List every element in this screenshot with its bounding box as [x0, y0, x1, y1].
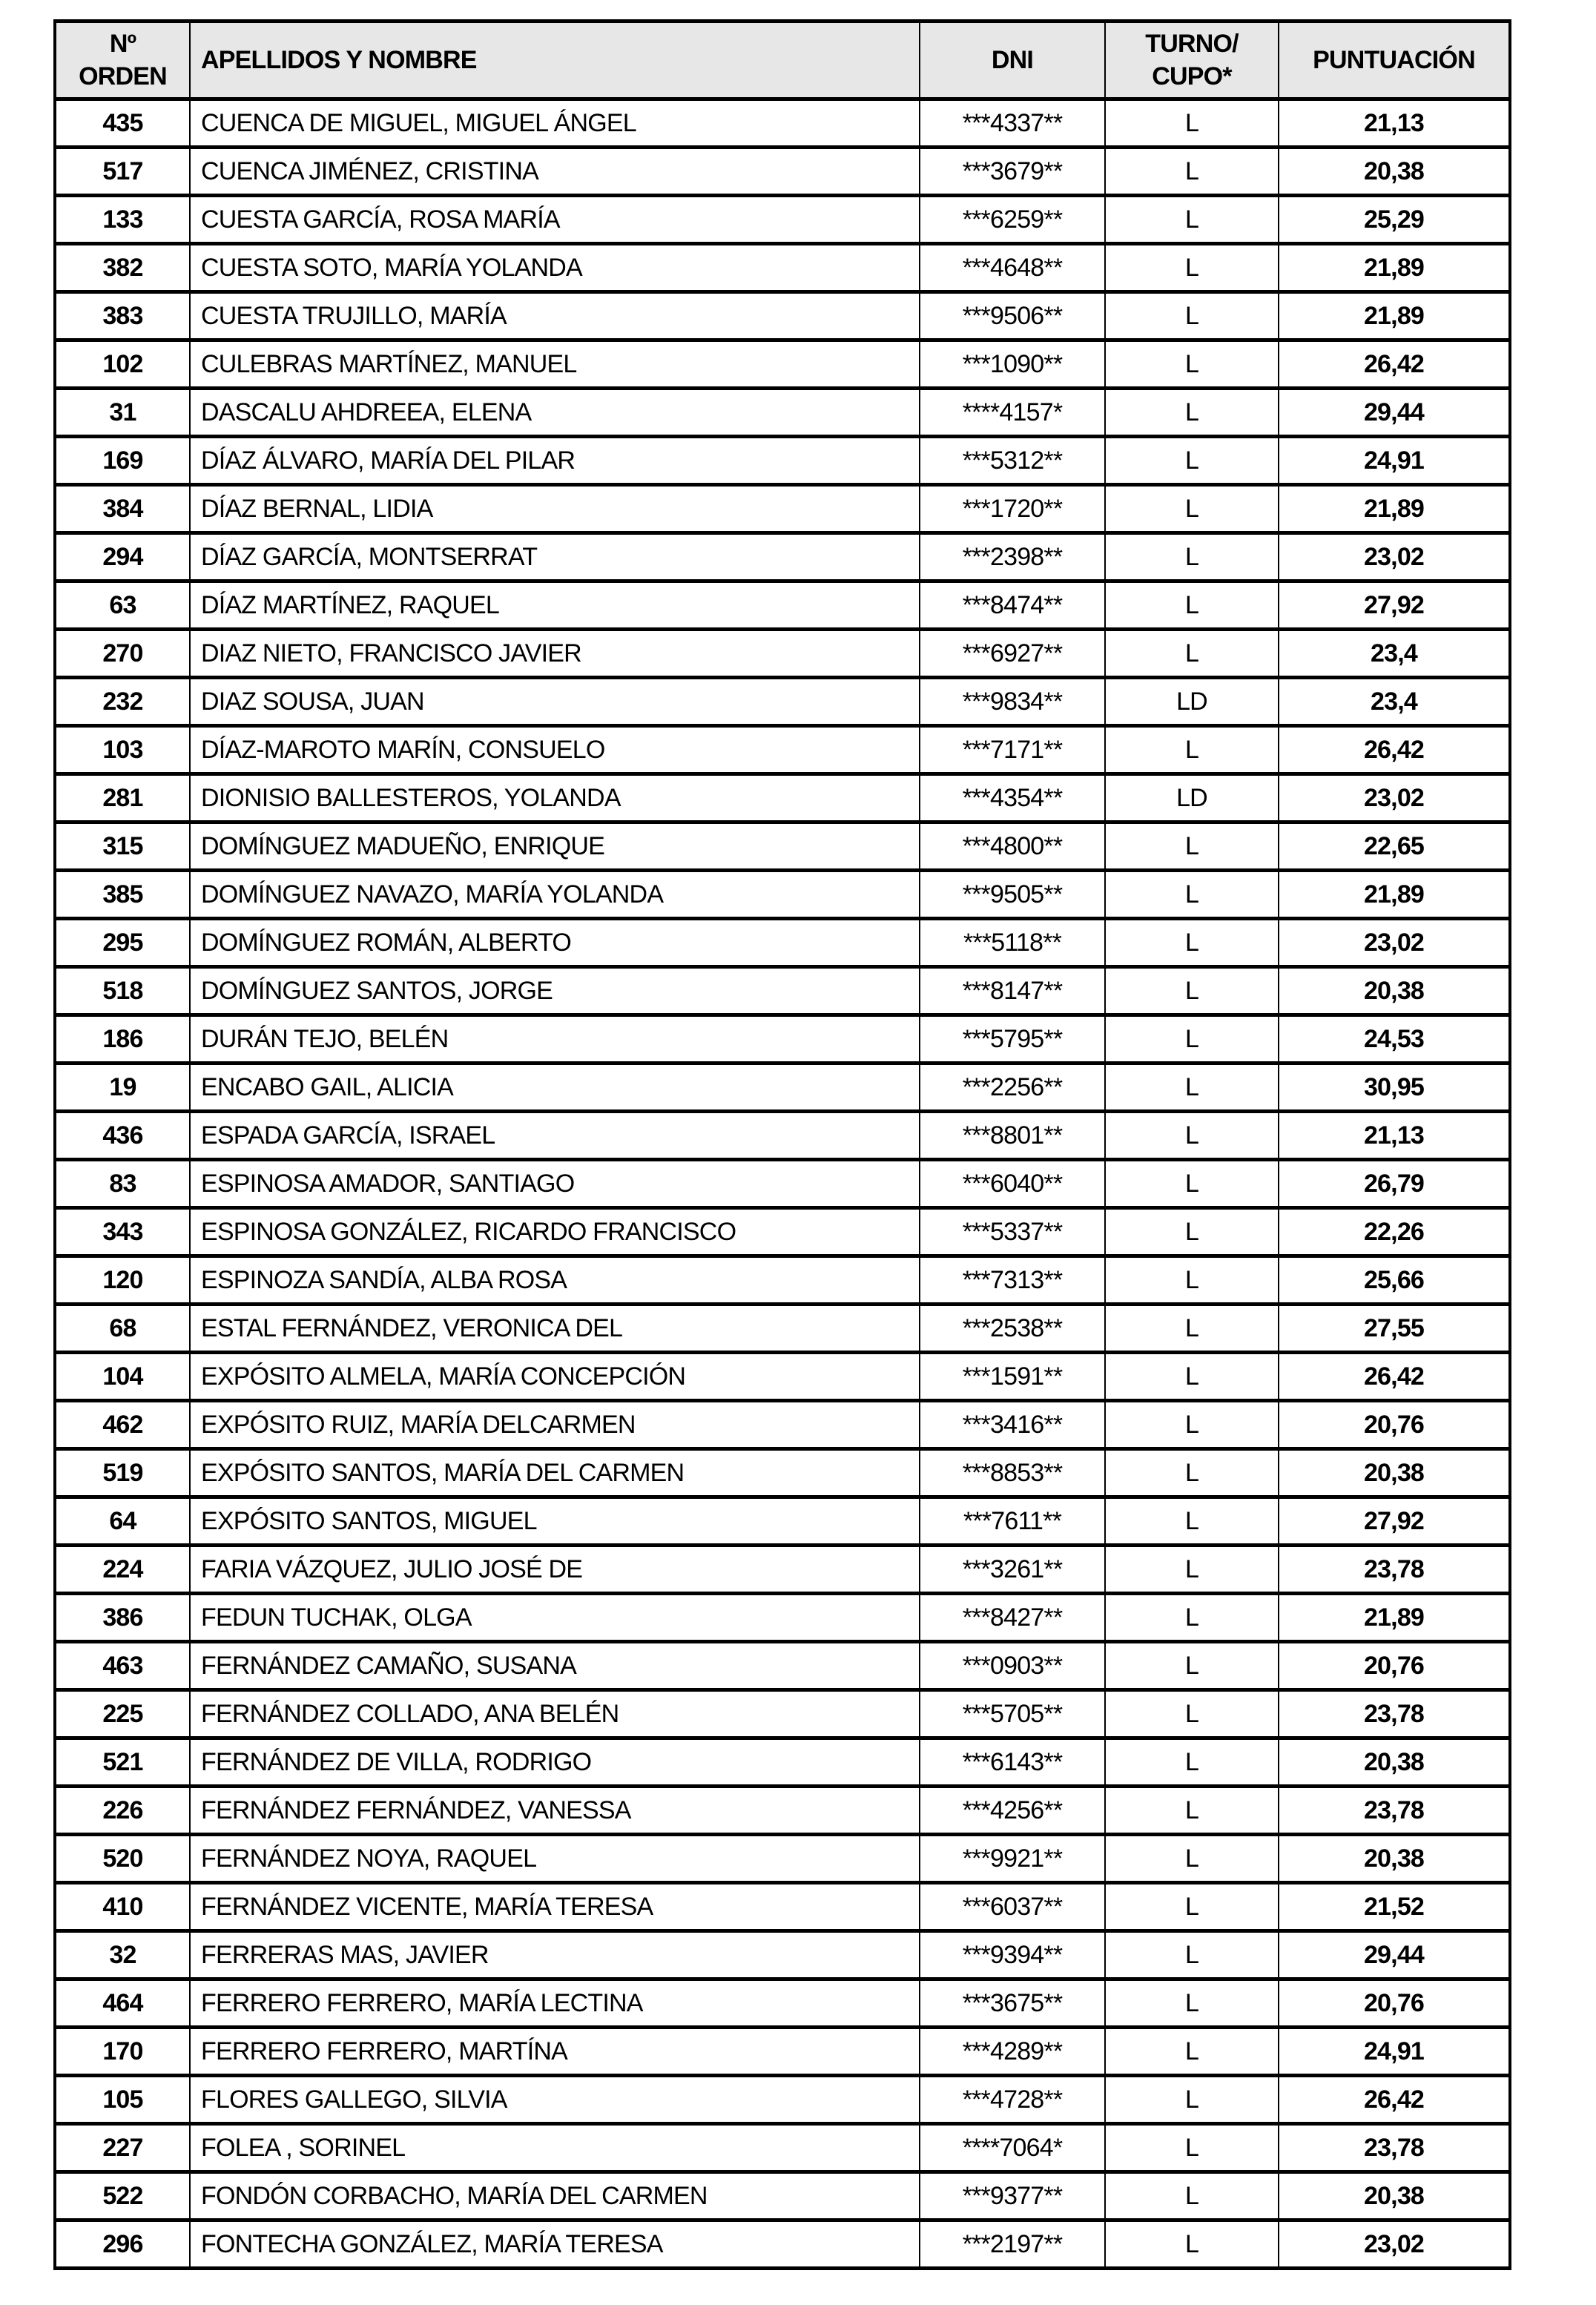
header-dni: DNI [920, 22, 1105, 99]
table-row [55, 1064, 1510, 1112]
table-row [55, 244, 1510, 292]
cell-turno: L [1105, 1594, 1279, 1642]
cell-dni: ***6927** [920, 630, 1105, 678]
header-name: APELLIDOS Y NOMBRE [190, 22, 920, 99]
cell-name: CUESTA GARCÍA, ROSA MARÍA [190, 196, 920, 244]
cell-turno: L [1105, 148, 1279, 196]
cell-punt: 23,78 [1279, 1690, 1510, 1738]
cell-name: CUESTA SOTO, MARÍA YOLANDA [190, 244, 920, 292]
cell-turno: L [1105, 1208, 1279, 1256]
cell-orden: 32 [55, 1931, 190, 1979]
cell-orden: 270 [55, 630, 190, 678]
cell-orden: 463 [55, 1642, 190, 1690]
cell-orden: 232 [55, 678, 190, 726]
cell-punt: 25,66 [1279, 1256, 1510, 1305]
cell-punt: 21,52 [1279, 1883, 1510, 1931]
cell-dni: ***8147** [920, 967, 1105, 1015]
cell-name: FONDÓN CORBACHO, MARÍA DEL CARMEN [190, 2172, 920, 2220]
table-row [55, 1979, 1510, 2028]
table-row [55, 1256, 1510, 1305]
cell-orden: 19 [55, 1064, 190, 1112]
cell-turno: L [1105, 1497, 1279, 1546]
cell-name: DURÁN TEJO, BELÉN [190, 1015, 920, 1064]
cell-dni: ***2398** [920, 533, 1105, 581]
table-row [55, 1835, 1510, 1883]
table-row [55, 1015, 1510, 1064]
cell-punt: 23,78 [1279, 1787, 1510, 1835]
cell-dni: ***6040** [920, 1160, 1105, 1208]
cell-punt: 20,38 [1279, 1835, 1510, 1883]
cell-punt: 21,89 [1279, 1594, 1510, 1642]
cell-orden: 68 [55, 1305, 190, 1353]
table-row [55, 1787, 1510, 1835]
cell-punt: 25,29 [1279, 196, 1510, 244]
cell-punt: 20,76 [1279, 1642, 1510, 1690]
table-row [55, 678, 1510, 726]
table-row [55, 389, 1510, 437]
cell-turno: L [1105, 2124, 1279, 2172]
cell-punt: 20,76 [1279, 1401, 1510, 1449]
cell-punt: 22,26 [1279, 1208, 1510, 1256]
table-row [55, 292, 1510, 340]
cell-orden: 383 [55, 292, 190, 340]
cell-orden: 518 [55, 967, 190, 1015]
cell-turno: L [1105, 1642, 1279, 1690]
table-row [55, 485, 1510, 533]
cell-dni: ***0903** [920, 1642, 1105, 1690]
cell-dni: ***5118** [920, 919, 1105, 967]
cell-orden: 294 [55, 533, 190, 581]
cell-name: DOMÍNGUEZ SANTOS, JORGE [190, 967, 920, 1015]
cell-dni: ***1591** [920, 1353, 1105, 1401]
table-row [55, 1401, 1510, 1449]
cell-turno: L [1105, 485, 1279, 533]
cell-name: FARIA VÁZQUEZ, JULIO JOSÉ DE [190, 1546, 920, 1594]
cell-turno: L [1105, 1883, 1279, 1931]
cell-turno: L [1105, 1015, 1279, 1064]
cell-turno: L [1105, 1449, 1279, 1497]
cell-turno: L [1105, 1979, 1279, 2028]
cell-punt: 27,92 [1279, 1497, 1510, 1546]
cell-name: DÍAZ-MAROTO MARÍN, CONSUELO [190, 726, 920, 774]
cell-dni: ***4256** [920, 1787, 1105, 1835]
cell-name: CULEBRAS MARTÍNEZ, MANUEL [190, 340, 920, 389]
cell-punt: 26,42 [1279, 726, 1510, 774]
cell-punt: 26,42 [1279, 1353, 1510, 1401]
cell-punt: 27,92 [1279, 581, 1510, 630]
results-table [53, 19, 1511, 2270]
cell-punt: 26,42 [1279, 340, 1510, 389]
table-row [55, 1497, 1510, 1546]
cell-punt: 21,13 [1279, 1112, 1510, 1160]
cell-orden: 384 [55, 485, 190, 533]
cell-dni: ****4157* [920, 389, 1105, 437]
cell-name: FERNÁNDEZ COLLADO, ANA BELÉN [190, 1690, 920, 1738]
cell-name: DÍAZ GARCÍA, MONTSERRAT [190, 533, 920, 581]
cell-name: EXPÓSITO SANTOS, MARÍA DEL CARMEN [190, 1449, 920, 1497]
cell-punt: 23,02 [1279, 919, 1510, 967]
cell-dni: ***9377** [920, 2172, 1105, 2220]
cell-turno: L [1105, 1305, 1279, 1353]
cell-punt: 30,95 [1279, 1064, 1510, 1112]
cell-dni: ***5795** [920, 1015, 1105, 1064]
cell-turno: L [1105, 1401, 1279, 1449]
cell-turno: L [1105, 340, 1279, 389]
cell-punt: 23,4 [1279, 678, 1510, 726]
cell-orden: 225 [55, 1690, 190, 1738]
cell-punt: 23,02 [1279, 2220, 1510, 2269]
cell-dni: ***1720** [920, 485, 1105, 533]
cell-turno: L [1105, 581, 1279, 630]
cell-orden: 436 [55, 1112, 190, 1160]
cell-turno: L [1105, 871, 1279, 919]
table-row [55, 919, 1510, 967]
cell-turno: L [1105, 1690, 1279, 1738]
cell-punt: 20,38 [1279, 967, 1510, 1015]
table-row [55, 340, 1510, 389]
cell-punt: 21,89 [1279, 485, 1510, 533]
table-row [55, 2076, 1510, 2124]
cell-turno: L [1105, 99, 1279, 148]
cell-turno: L [1105, 1835, 1279, 1883]
cell-name: CUENCA DE MIGUEL, MIGUEL ÁNGEL [190, 99, 920, 148]
cell-turno: L [1105, 1064, 1279, 1112]
cell-turno: L [1105, 1931, 1279, 1979]
table-row [55, 437, 1510, 485]
cell-name: FERRERAS MAS, JAVIER [190, 1931, 920, 1979]
cell-orden: 522 [55, 2172, 190, 2220]
cell-orden: 519 [55, 1449, 190, 1497]
table-body [55, 99, 1510, 2269]
cell-name: DÍAZ MARTÍNEZ, RAQUEL [190, 581, 920, 630]
table-row [55, 1112, 1510, 1160]
cell-dni: ***6143** [920, 1738, 1105, 1787]
cell-punt: 23,02 [1279, 533, 1510, 581]
cell-name: EXPÓSITO ALMELA, MARÍA CONCEPCIÓN [190, 1353, 920, 1401]
cell-orden: 385 [55, 871, 190, 919]
table-row [55, 774, 1510, 822]
cell-dni: ***6259** [920, 196, 1105, 244]
cell-name: FERNÁNDEZ FERNÁNDEZ, VANESSA [190, 1787, 920, 1835]
table-row [55, 1690, 1510, 1738]
header-turno: TURNO/ CUPO* [1105, 22, 1279, 99]
cell-dni: ***4289** [920, 2028, 1105, 2076]
cell-turno: L [1105, 630, 1279, 678]
cell-name: DÍAZ ÁLVARO, MARÍA DEL PILAR [190, 437, 920, 485]
cell-turno: L [1105, 1353, 1279, 1401]
cell-orden: 296 [55, 2220, 190, 2269]
cell-orden: 386 [55, 1594, 190, 1642]
cell-dni: ***8427** [920, 1594, 1105, 1642]
cell-punt: 20,76 [1279, 1979, 1510, 2028]
cell-name: EXPÓSITO SANTOS, MIGUEL [190, 1497, 920, 1546]
cell-name: ENCABO GAIL, ALICIA [190, 1064, 920, 1112]
cell-name: ESPADA GARCÍA, ISRAEL [190, 1112, 920, 1160]
cell-orden: 105 [55, 2076, 190, 2124]
cell-punt: 20,38 [1279, 148, 1510, 196]
cell-orden: 103 [55, 726, 190, 774]
table-header-row [55, 22, 1510, 99]
cell-turno: L [1105, 196, 1279, 244]
cell-dni: ***9505** [920, 871, 1105, 919]
table-row [55, 533, 1510, 581]
cell-name: DÍAZ BERNAL, LIDIA [190, 485, 920, 533]
cell-orden: 295 [55, 919, 190, 967]
cell-orden: 64 [55, 1497, 190, 1546]
cell-punt: 20,38 [1279, 1449, 1510, 1497]
table-row [55, 1738, 1510, 1787]
cell-name: FERNÁNDEZ NOYA, RAQUEL [190, 1835, 920, 1883]
cell-dni: ***5312** [920, 437, 1105, 485]
cell-dni: ***6037** [920, 1883, 1105, 1931]
cell-dni: ***2538** [920, 1305, 1105, 1353]
table-row [55, 726, 1510, 774]
cell-orden: 170 [55, 2028, 190, 2076]
table-row [55, 99, 1510, 148]
cell-turno: LD [1105, 678, 1279, 726]
cell-punt: 21,89 [1279, 244, 1510, 292]
cell-punt: 21,89 [1279, 871, 1510, 919]
cell-punt: 24,53 [1279, 1015, 1510, 1064]
table-row [55, 630, 1510, 678]
cell-turno: L [1105, 389, 1279, 437]
cell-name: ESPINOZA SANDÍA, ALBA ROSA [190, 1256, 920, 1305]
cell-turno: L [1105, 2220, 1279, 2269]
table-row [55, 581, 1510, 630]
table-row [55, 1305, 1510, 1353]
cell-dni: ***8853** [920, 1449, 1105, 1497]
cell-name: FLORES GALLEGO, SILVIA [190, 2076, 920, 2124]
header-orden: Nº ORDEN [55, 22, 190, 99]
cell-name: DOMÍNGUEZ NAVAZO, MARÍA YOLANDA [190, 871, 920, 919]
cell-dni: ***9834** [920, 678, 1105, 726]
table-row [55, 871, 1510, 919]
cell-orden: 227 [55, 2124, 190, 2172]
cell-turno: L [1105, 244, 1279, 292]
cell-orden: 464 [55, 1979, 190, 2028]
table-row [55, 196, 1510, 244]
cell-punt: 26,42 [1279, 2076, 1510, 2124]
cell-dni: ***7611** [920, 1497, 1105, 1546]
cell-name: FONTECHA GONZÁLEZ, MARÍA TERESA [190, 2220, 920, 2269]
cell-turno: L [1105, 2028, 1279, 2076]
cell-dni: ***4728** [920, 2076, 1105, 2124]
cell-dni: ***3675** [920, 1979, 1105, 2028]
cell-dni: ***3416** [920, 1401, 1105, 1449]
cell-punt: 23,02 [1279, 774, 1510, 822]
cell-name: ESTAL FERNÁNDEZ, VERONICA DEL [190, 1305, 920, 1353]
cell-dni: ***2256** [920, 1064, 1105, 1112]
cell-turno: L [1105, 292, 1279, 340]
cell-punt: 20,38 [1279, 2172, 1510, 2220]
cell-turno: L [1105, 726, 1279, 774]
cell-punt: 22,65 [1279, 822, 1510, 871]
cell-turno: L [1105, 437, 1279, 485]
cell-name: ESPINOSA GONZÁLEZ, RICARDO FRANCISCO [190, 1208, 920, 1256]
table-row [55, 1594, 1510, 1642]
cell-punt: 21,89 [1279, 292, 1510, 340]
cell-turno: L [1105, 1256, 1279, 1305]
cell-orden: 315 [55, 822, 190, 871]
cell-punt: 23,78 [1279, 2124, 1510, 2172]
cell-dni: ***4800** [920, 822, 1105, 871]
cell-orden: 224 [55, 1546, 190, 1594]
cell-name: CUENCA JIMÉNEZ, CRISTINA [190, 148, 920, 196]
cell-orden: 133 [55, 196, 190, 244]
cell-orden: 343 [55, 1208, 190, 1256]
cell-dni: ***1090** [920, 340, 1105, 389]
cell-dni: ***4648** [920, 244, 1105, 292]
cell-dni: ***3261** [920, 1546, 1105, 1594]
table-row [55, 1160, 1510, 1208]
cell-dni: ***8474** [920, 581, 1105, 630]
cell-dni: ***8801** [920, 1112, 1105, 1160]
cell-turno: L [1105, 2076, 1279, 2124]
cell-punt: 23,4 [1279, 630, 1510, 678]
table-row [55, 2028, 1510, 2076]
cell-dni: ***9394** [920, 1931, 1105, 1979]
cell-punt: 27,55 [1279, 1305, 1510, 1353]
cell-orden: 410 [55, 1883, 190, 1931]
cell-orden: 102 [55, 340, 190, 389]
cell-name: DASCALU AHDREEA, ELENA [190, 389, 920, 437]
table-row [55, 1208, 1510, 1256]
cell-orden: 521 [55, 1738, 190, 1787]
cell-punt: 24,91 [1279, 2028, 1510, 2076]
cell-name: DOMÍNGUEZ MADUEÑO, ENRIQUE [190, 822, 920, 871]
cell-turno: L [1105, 1112, 1279, 1160]
table-row [55, 822, 1510, 871]
cell-name: ESPINOSA AMADOR, SANTIAGO [190, 1160, 920, 1208]
cell-punt: 24,91 [1279, 437, 1510, 485]
cell-dni: ***5705** [920, 1690, 1105, 1738]
cell-name: FERRERO FERRERO, MARÍA LECTINA [190, 1979, 920, 2028]
cell-punt: 20,38 [1279, 1738, 1510, 1787]
cell-punt: 23,78 [1279, 1546, 1510, 1594]
cell-dni: ***4337** [920, 99, 1105, 148]
cell-turno: L [1105, 1546, 1279, 1594]
cell-orden: 520 [55, 1835, 190, 1883]
cell-orden: 63 [55, 581, 190, 630]
cell-dni: ***7313** [920, 1256, 1105, 1305]
cell-name: EXPÓSITO RUIZ, MARÍA DELCARMEN [190, 1401, 920, 1449]
cell-name: FEDUN TUCHAK, OLGA [190, 1594, 920, 1642]
table-row [55, 1449, 1510, 1497]
cell-orden: 462 [55, 1401, 190, 1449]
table-row [55, 2172, 1510, 2220]
cell-name: FERRERO FERRERO, MARTÍNA [190, 2028, 920, 2076]
table-row [55, 2220, 1510, 2269]
cell-dni: ***9506** [920, 292, 1105, 340]
cell-dni: ***3679** [920, 148, 1105, 196]
cell-dni: ***5337** [920, 1208, 1105, 1256]
cell-orden: 435 [55, 99, 190, 148]
cell-punt: 29,44 [1279, 1931, 1510, 1979]
cell-name: FERNÁNDEZ CAMAÑO, SUSANA [190, 1642, 920, 1690]
cell-name: DIONISIO BALLESTEROS, YOLANDA [190, 774, 920, 822]
table-row [55, 148, 1510, 196]
cell-name: FERNÁNDEZ VICENTE, MARÍA TERESA [190, 1883, 920, 1931]
header-puntuacion: PUNTUACIÓN [1279, 22, 1510, 99]
cell-dni: ***4354** [920, 774, 1105, 822]
cell-orden: 169 [55, 437, 190, 485]
cell-dni: ***9921** [920, 1835, 1105, 1883]
cell-dni: ****7064* [920, 2124, 1105, 2172]
cell-orden: 31 [55, 389, 190, 437]
cell-name: CUESTA TRUJILLO, MARÍA [190, 292, 920, 340]
cell-turno: L [1105, 1160, 1279, 1208]
cell-orden: 120 [55, 1256, 190, 1305]
cell-dni: ***7171** [920, 726, 1105, 774]
cell-turno: L [1105, 1787, 1279, 1835]
table-row [55, 1546, 1510, 1594]
cell-name: DIAZ SOUSA, JUAN [190, 678, 920, 726]
table-row [55, 1642, 1510, 1690]
cell-turno: L [1105, 822, 1279, 871]
cell-punt: 21,13 [1279, 99, 1510, 148]
cell-orden: 517 [55, 148, 190, 196]
cell-turno: L [1105, 1738, 1279, 1787]
cell-orden: 186 [55, 1015, 190, 1064]
cell-orden: 281 [55, 774, 190, 822]
table-row [55, 967, 1510, 1015]
cell-punt: 26,79 [1279, 1160, 1510, 1208]
cell-orden: 382 [55, 244, 190, 292]
cell-turno: L [1105, 533, 1279, 581]
cell-dni: ***2197** [920, 2220, 1105, 2269]
cell-turno: L [1105, 919, 1279, 967]
cell-name: FERNÁNDEZ DE VILLA, RODRIGO [190, 1738, 920, 1787]
table-row [55, 2124, 1510, 2172]
cell-orden: 104 [55, 1353, 190, 1401]
cell-name: FOLEA , SORINEL [190, 2124, 920, 2172]
cell-name: DIAZ NIETO, FRANCISCO JAVIER [190, 630, 920, 678]
cell-orden: 83 [55, 1160, 190, 1208]
cell-punt: 29,44 [1279, 389, 1510, 437]
table-row [55, 1353, 1510, 1401]
cell-name: DOMÍNGUEZ ROMÁN, ALBERTO [190, 919, 920, 967]
table-row [55, 1883, 1510, 1931]
cell-turno: LD [1105, 774, 1279, 822]
table-row [55, 1931, 1510, 1979]
cell-orden: 226 [55, 1787, 190, 1835]
cell-turno: L [1105, 967, 1279, 1015]
cell-turno: L [1105, 2172, 1279, 2220]
